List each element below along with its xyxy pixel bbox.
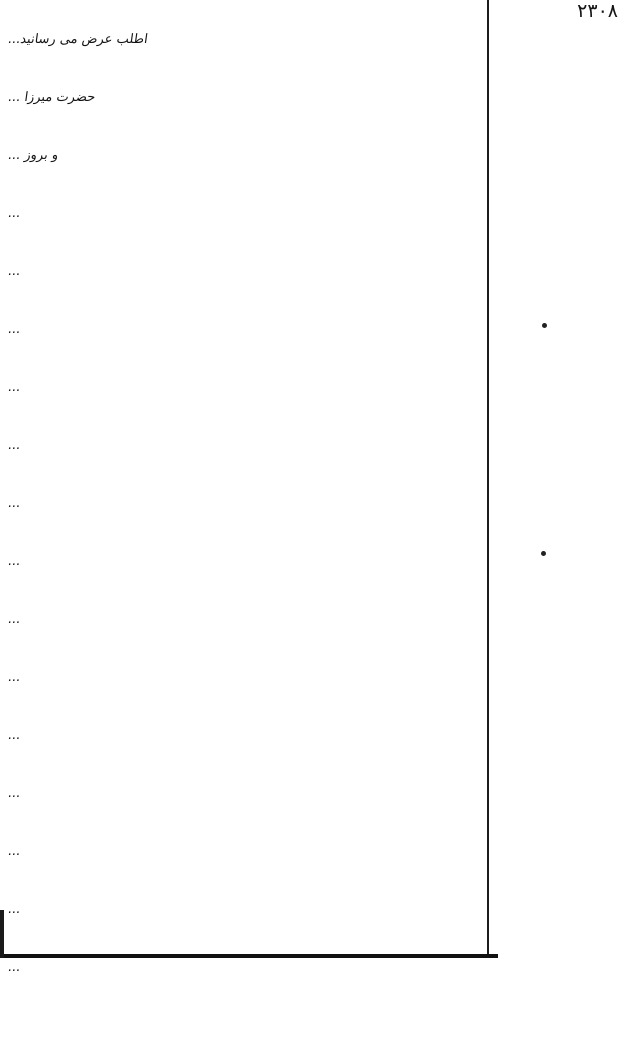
margin-mark — [542, 323, 547, 328]
text-line: ... — [6, 959, 22, 975]
folio-number: ۲۳۰۸ — [577, 0, 618, 22]
text-line: ... — [6, 843, 22, 859]
margin-mark — [541, 551, 546, 556]
text-line: ... — [6, 611, 22, 627]
text-line: ... — [6, 669, 22, 685]
text-line: ... — [6, 205, 22, 221]
text-line: ... — [6, 437, 22, 453]
text-line: و بروز ... — [6, 147, 60, 163]
text-line: اطلب عرض می رسانید... — [6, 31, 149, 47]
handwritten-text-block — [8, 10, 484, 996]
text-line: ... — [6, 553, 22, 569]
text-line: ... — [6, 901, 22, 917]
text-line: ... — [6, 263, 22, 279]
text-line: ... — [6, 785, 22, 801]
text-line: ... — [6, 727, 22, 743]
text-line: ... — [6, 379, 22, 395]
text-line: ... — [6, 495, 22, 511]
text-line: حضرت میرزا ... — [6, 89, 97, 105]
text-line: ... — [6, 321, 22, 337]
